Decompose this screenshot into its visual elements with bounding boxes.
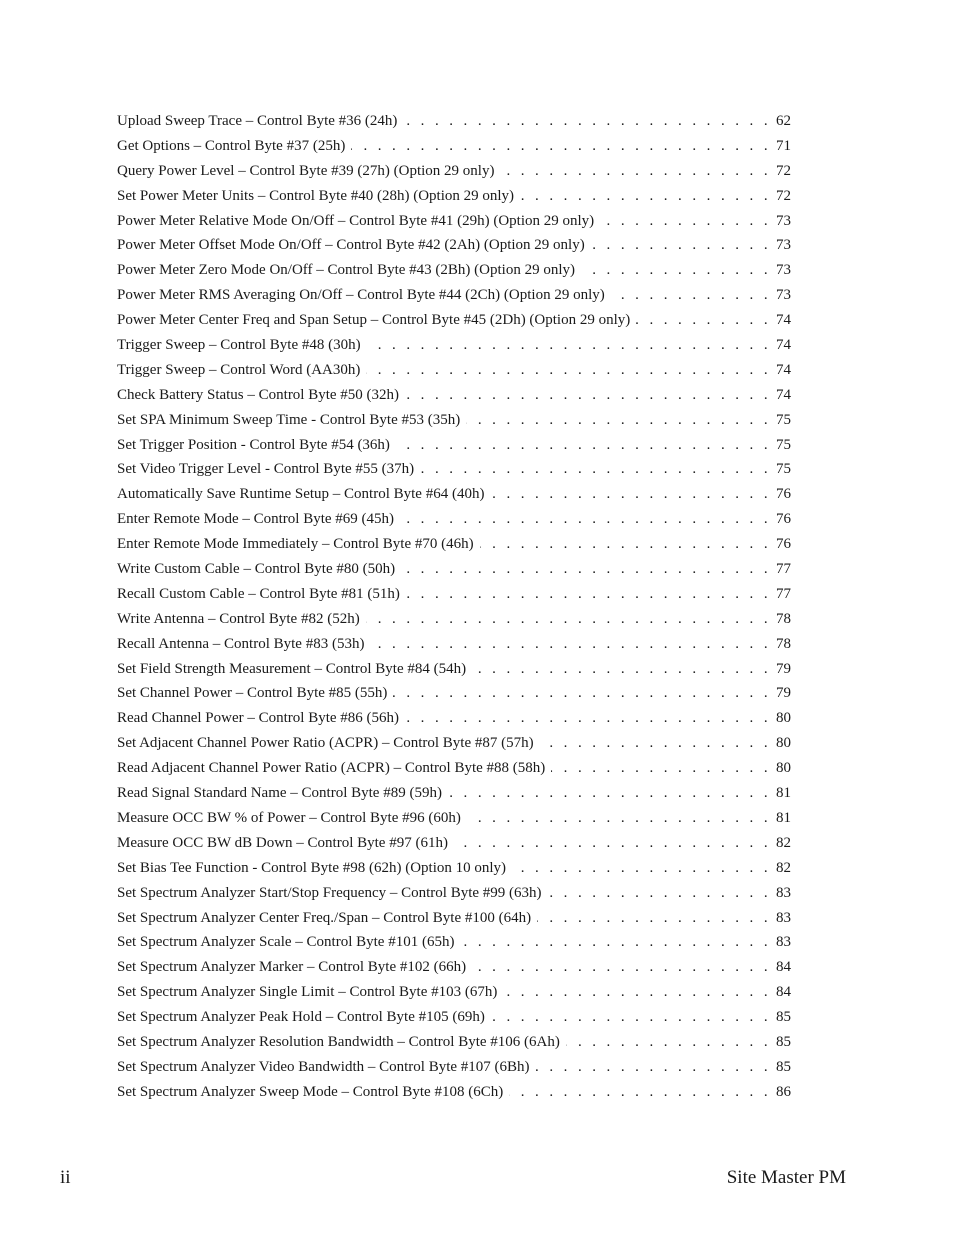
toc-entry-title[interactable]: Automatically Save Runtime Setup – Control Byte #64 (40h) (117, 486, 485, 503)
toc-entry-title[interactable]: Set Bias Tee Function - Control Byte #98 (62h) (Option 10 only) (117, 859, 507, 876)
toc-entry[interactable] (117, 607, 791, 632)
toc-entry-page-number[interactable]: 75 (776, 411, 791, 428)
toc-entry-page-number[interactable]: 76 (776, 536, 791, 553)
toc-dot-leader (509, 1080, 771, 1105)
toc-entry-title[interactable]: Trigger Sweep – Control Word (AA30h) (117, 361, 361, 378)
toc-entry-page-number[interactable]: 77 (776, 561, 791, 578)
toc-entry-title[interactable]: Set SPA Minimum Sweep Time - Control Byte #53 (35h) (117, 411, 461, 428)
toc-entry-page-number[interactable]: 80 (776, 735, 791, 752)
toc-entry[interactable] (117, 781, 791, 806)
toc-entry-title[interactable]: Set Spectrum Analyzer Marker – Control Byte #102 (66h) (117, 959, 467, 976)
toc-entry-page-number[interactable]: 73 (776, 212, 791, 229)
toc-entry-page-number[interactable]: 74 (776, 337, 791, 354)
toc-entry-title[interactable]: Power Meter RMS Averaging On/Off – Control Byte #44 (2Ch) (Option 29 only) (117, 287, 605, 304)
toc-entry-page-number[interactable]: 77 (776, 585, 791, 602)
toc-entry-title[interactable]: Trigger Sweep – Control Byte #48 (30h) (117, 337, 361, 354)
toc-entry-page-number[interactable]: 79 (776, 685, 791, 702)
toc-entry-page-number[interactable]: 73 (776, 287, 791, 304)
toc-dot-leader (636, 308, 771, 333)
toc-dot-leader (396, 433, 771, 458)
toc-entry-title[interactable]: Enter Remote Mode Immediately – Control Byte #70 (46h) (117, 536, 474, 553)
toc-entry-page-number[interactable]: 76 (776, 511, 791, 528)
toc-entry[interactable] (117, 159, 791, 184)
toc-entry-page-number[interactable]: 74 (776, 361, 791, 378)
toc-entry-page-number[interactable]: 75 (776, 461, 791, 478)
toc-dot-leader (366, 358, 771, 383)
toc-entry[interactable] (117, 557, 791, 582)
toc-entry-title[interactable]: Set Power Meter Units – Control Byte #40 (28h) (Option 29 only) (117, 187, 515, 204)
toc-entry-page-number[interactable]: 84 (776, 959, 791, 976)
toc-entry-page-number[interactable]: 82 (776, 834, 791, 851)
toc-entry-title[interactable]: Set Spectrum Analyzer Single Limit – Control Byte #103 (67h) (117, 984, 498, 1001)
toc-dot-leader (500, 159, 771, 184)
toc-entry[interactable] (117, 358, 791, 383)
toc-entry[interactable] (117, 930, 791, 955)
toc-dot-leader (581, 258, 771, 283)
toc-entry[interactable] (117, 657, 791, 682)
toc-entry[interactable] (117, 831, 791, 856)
toc-entry[interactable] (117, 433, 791, 458)
toc-dot-leader (370, 632, 771, 657)
toc-entry[interactable] (117, 906, 791, 931)
toc-dot-leader (472, 955, 771, 980)
toc-entry-title[interactable]: Get Options – Control Byte #37 (25h) (117, 137, 346, 154)
toc-entry[interactable] (117, 582, 791, 607)
toc-entry-page-number[interactable]: 73 (776, 262, 791, 279)
toc-entry-title[interactable]: Set Adjacent Channel Power Ratio (ACPR) – Control Byte #87 (57h) (117, 735, 534, 752)
toc-dot-leader (406, 582, 771, 607)
toc-entry-title[interactable]: Write Antenna – Control Byte #82 (52h) (117, 610, 360, 627)
toc-entry-title[interactable]: Measure OCC BW dB Down – Control Byte #97 (61h) (117, 834, 448, 851)
toc-entry-page-number[interactable]: 83 (776, 934, 791, 951)
toc-entry-page-number[interactable]: 80 (776, 710, 791, 727)
toc-dot-leader (460, 930, 771, 955)
toc-entry[interactable] (117, 756, 791, 781)
toc-dot-leader (611, 283, 771, 308)
toc-dot-leader (491, 1005, 771, 1030)
toc-entry[interactable] (117, 1055, 791, 1080)
toc-dot-leader (467, 806, 771, 831)
toc-entry-title[interactable]: Set Field Strength Measurement – Control Byte #84 (54h) (117, 660, 467, 677)
toc-entry-title[interactable]: Set Spectrum Analyzer Peak Hold – Control Byte #105 (69h) (117, 1009, 485, 1026)
toc-dot-leader (551, 756, 771, 781)
toc-entry-title[interactable]: Power Meter Offset Mode On/Off – Control Byte #42 (2Ah) (Option 29 only) (117, 237, 585, 254)
toc-entry-page-number[interactable]: 72 (776, 162, 791, 179)
toc-entry-page-number[interactable]: 85 (776, 1058, 791, 1075)
toc-entry-title[interactable]: Set Spectrum Analyzer Start/Stop Frequency – Control Byte #99 (63h) (117, 884, 542, 901)
toc-dot-leader (548, 881, 771, 906)
toc-entry-title[interactable]: Query Power Level – Control Byte #39 (27h) (Option 29 only) (117, 162, 495, 179)
toc-entry-page-number[interactable]: 79 (776, 660, 791, 677)
table-of-contents (117, 109, 791, 1105)
toc-entry-page-number[interactable]: 71 (776, 137, 791, 154)
toc-entry-title[interactable]: Set Spectrum Analyzer Center Freq./Span – Control Byte #100 (64h) (117, 909, 532, 926)
toc-entry[interactable] (117, 980, 791, 1005)
toc-dot-leader (591, 233, 771, 258)
toc-entry-title[interactable]: Recall Custom Cable – Control Byte #81 (51h) (117, 585, 400, 602)
toc-entry-page-number[interactable]: 78 (776, 635, 791, 652)
toc-dot-leader (466, 408, 771, 433)
toc-entry-page-number[interactable]: 81 (776, 785, 791, 802)
toc-dot-leader (454, 831, 771, 856)
toc-dot-leader (520, 184, 771, 209)
toc-entry-title[interactable]: Enter Remote Mode – Control Byte #69 (45h) (117, 511, 395, 528)
toc-dot-leader (351, 134, 771, 159)
toc-entry-page-number[interactable]: 82 (776, 859, 791, 876)
toc-entry-title[interactable]: Check Battery Status – Control Byte #50 (32h) (117, 386, 400, 403)
toc-entry-title[interactable]: Measure OCC BW % of Power – Control Byte #96 (60h) (117, 809, 461, 826)
toc-entry[interactable] (117, 134, 791, 159)
toc-entry[interactable] (117, 457, 791, 482)
toc-dot-leader (512, 856, 771, 881)
toc-dot-leader (480, 532, 771, 557)
toc-dot-leader (537, 906, 771, 931)
toc-entry[interactable] (117, 806, 791, 831)
toc-entry-title[interactable]: Power Meter Relative Mode On/Off – Control Byte #41 (29h) (Option 29 only) (117, 212, 595, 229)
toc-entry[interactable] (117, 856, 791, 881)
toc-dot-leader (405, 383, 771, 408)
toc-entry-title[interactable]: Set Channel Power – Control Byte #85 (55h) (117, 685, 388, 702)
toc-entry[interactable] (117, 184, 791, 209)
toc-entry-page-number[interactable]: 76 (776, 486, 791, 503)
toc-entry-page-number[interactable]: 84 (776, 984, 791, 1001)
toc-dot-leader (367, 333, 771, 358)
toc-entry[interactable] (117, 383, 791, 408)
toc-entry-page-number[interactable]: 72 (776, 187, 791, 204)
toc-entry-page-number[interactable]: 80 (776, 760, 791, 777)
toc-entry-page-number[interactable]: 86 (776, 1083, 791, 1100)
toc-dot-leader (393, 681, 771, 706)
toc-entry-title[interactable]: Set Spectrum Analyzer Resolution Bandwidth – Control Byte #106 (6Ah) (117, 1033, 560, 1050)
toc-entry-page-number[interactable]: 73 (776, 237, 791, 254)
toc-entry-title[interactable]: Set Spectrum Analyzer Video Bandwidth – Control Byte #107 (6Bh) (117, 1058, 530, 1075)
toc-entry-page-number[interactable]: 74 (776, 386, 791, 403)
toc-entry[interactable] (117, 731, 791, 756)
toc-entry[interactable] (117, 333, 791, 358)
toc-dot-leader (366, 607, 771, 632)
toc-entry[interactable] (117, 258, 791, 283)
toc-entry[interactable] (117, 1080, 791, 1105)
toc-entry-title[interactable]: Power Meter Zero Mode On/Off – Control Byte #43 (2Bh) (Option 29 only) (117, 262, 575, 279)
toc-entry-page-number[interactable]: 74 (776, 312, 791, 329)
toc-dot-leader (503, 980, 771, 1005)
toc-entry[interactable] (117, 706, 791, 731)
toc-entry[interactable] (117, 507, 791, 532)
toc-dot-leader (405, 706, 771, 731)
toc-entry-title[interactable]: Set Spectrum Analyzer Sweep Mode – Control Byte #108 (6Ch) (117, 1083, 504, 1100)
toc-entry[interactable] (117, 482, 791, 507)
toc-dot-leader (420, 457, 771, 482)
toc-dot-leader (448, 781, 771, 806)
toc-entry[interactable] (117, 408, 791, 433)
toc-entry-page-number[interactable]: 85 (776, 1033, 791, 1050)
toc-entry-page-number[interactable]: 85 (776, 1009, 791, 1026)
toc-entry-page-number[interactable]: 75 (776, 436, 791, 453)
toc-dot-leader (490, 482, 771, 507)
toc-dot-leader (536, 1055, 771, 1080)
toc-entry[interactable] (117, 1005, 791, 1030)
footer-page-number: ii (60, 1167, 71, 1188)
toc-dot-leader (401, 557, 771, 582)
toc-dot-leader (403, 109, 771, 134)
toc-entry[interactable] (117, 632, 791, 657)
toc-entry-title[interactable]: Set Spectrum Analyzer Scale – Control Byte #101 (65h) (117, 934, 455, 951)
toc-entry-page-number[interactable]: 62 (776, 113, 791, 129)
toc-entry[interactable] (117, 532, 791, 557)
toc-entry[interactable] (117, 109, 791, 134)
toc-entry-title[interactable]: Upload Sweep Trace – Control Byte #36 (24h) (117, 113, 398, 129)
toc-dot-leader (540, 731, 771, 756)
toc-entry-title[interactable]: Write Custom Cable – Control Byte #80 (50h) (117, 561, 396, 578)
toc-entry-title[interactable]: Read Signal Standard Name – Control Byte #89 (59h) (117, 785, 442, 802)
toc-entry-title[interactable]: Set Video Trigger Level - Control Byte #55 (37h) (117, 461, 415, 478)
toc-dot-leader (600, 209, 771, 234)
toc-entry-page-number[interactable]: 83 (776, 909, 791, 926)
toc-entry-title[interactable]: Recall Antenna – Control Byte #83 (53h) (117, 635, 365, 652)
toc-entry[interactable] (117, 681, 791, 706)
toc-entry[interactable] (117, 1030, 791, 1055)
toc-entry[interactable] (117, 233, 791, 258)
toc-dot-leader (400, 507, 771, 532)
toc-entry[interactable] (117, 955, 791, 980)
toc-entry[interactable] (117, 283, 791, 308)
toc-entry-title[interactable]: Power Meter Center Freq and Span Setup – Control Byte #45 (2Dh) (Option 29 only) (117, 312, 631, 329)
toc-entry-title[interactable]: Read Channel Power – Control Byte #86 (56h) (117, 710, 400, 727)
toc-entry[interactable] (117, 209, 791, 234)
toc-entry[interactable] (117, 881, 791, 906)
toc-entry[interactable] (117, 308, 791, 333)
toc-entry-title[interactable]: Read Adjacent Channel Power Ratio (ACPR) – Control Byte #88 (58h) (117, 760, 546, 777)
toc-entry-page-number[interactable]: 81 (776, 809, 791, 826)
toc-dot-leader (472, 657, 771, 682)
toc-entry-title[interactable]: Set Trigger Position - Control Byte #54 (36h) (117, 436, 390, 453)
footer-document-title: Site Master PM (726, 1167, 846, 1188)
toc-dot-leader (566, 1030, 771, 1055)
toc-entry-page-number[interactable]: 78 (776, 610, 791, 627)
toc-entry-page-number[interactable]: 83 (776, 884, 791, 901)
